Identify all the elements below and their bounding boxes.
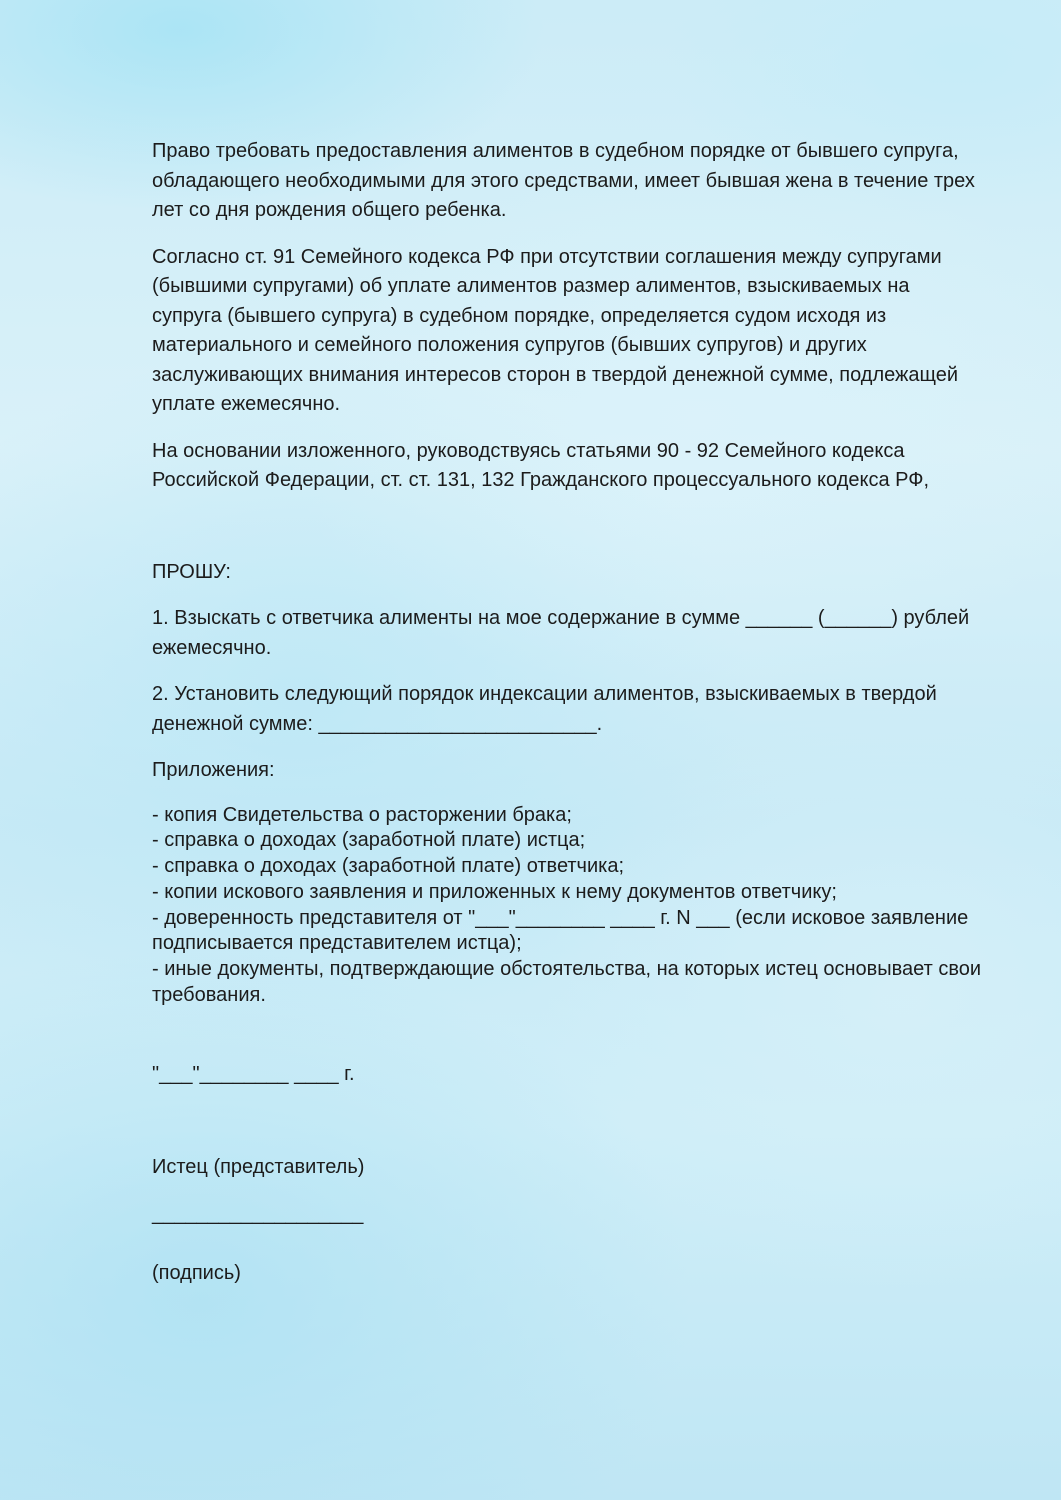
date-line: "___"________ ____ г.	[152, 1062, 355, 1085]
request-item-2: 2. Установить следующий порядок индексации алиментов, взыскиваемых в твердой денежной сумме: _________________________.	[152, 683, 937, 735]
attachment-item: - копии искового заявления и приложенных к нему документов ответчику;	[152, 880, 837, 903]
signature-caption: (подпись)	[152, 1262, 241, 1285]
document-page	[152, 137, 982, 1306]
attachments-heading: Приложения:	[152, 759, 275, 781]
attachment-item: - справка о доходах (заработной плате) ответчика;	[152, 855, 625, 878]
plaintiff-label: Истец (представитель)	[152, 1156, 365, 1179]
spacer	[152, 1089, 982, 1153]
attachment-item: - копия Свидетельства о расторжении брака;	[152, 803, 572, 826]
spacer	[152, 513, 982, 558]
spacer	[152, 1026, 982, 1060]
paragraph-right-to-alimony: Право требовать предоставления алиментов в судебном порядке от бывшего супруга, обладающего необходимыми для этого средствами, имеет бывшая жена в течение трех лет со дня рождения общего ребенка.	[152, 140, 975, 221]
request-item-1: 1. Взыскать с ответчика алименты на мое содержание в сумме ______ (______) рублей ежемесячно.	[152, 607, 970, 659]
attachment-item: - доверенность представителя от "___"________ ____ г. N ___ (если исковое заявление подписывается представителем истца);	[152, 906, 969, 955]
signature-line: ___________________	[152, 1202, 364, 1225]
attachment-item: - иные документы, подтверждающие обстоятельства, на которых истец основывает свои требования.	[152, 958, 982, 1007]
attachments-list	[152, 803, 982, 1009]
paragraph-legal-basis: На основании изложенного, руководствуясь статьями 90 - 92 Семейного кодекса Российской Федерации, ст. ст. 131, 132 Гражданского процессуального кодекса РФ,	[152, 439, 930, 491]
request-heading: ПРОШУ:	[152, 560, 231, 583]
paragraph-article-91: Согласно ст. 91 Семейного кодекса РФ при отсутствии соглашения между супругами (бывшими супругами) об уплате алиментов размер алиментов, взыскиваемых на супруга (бывшего супруга) в судебном порядке, определяется судом исходя из материального и семейного положения супругов (бывших супругов) и других заслуживающих внимания интересов сторон в твердой денежной сумме, подлежащей уплате ежемесячно.	[152, 245, 959, 415]
attachment-item: - справка о доходах (заработной плате) истца;	[152, 829, 586, 852]
